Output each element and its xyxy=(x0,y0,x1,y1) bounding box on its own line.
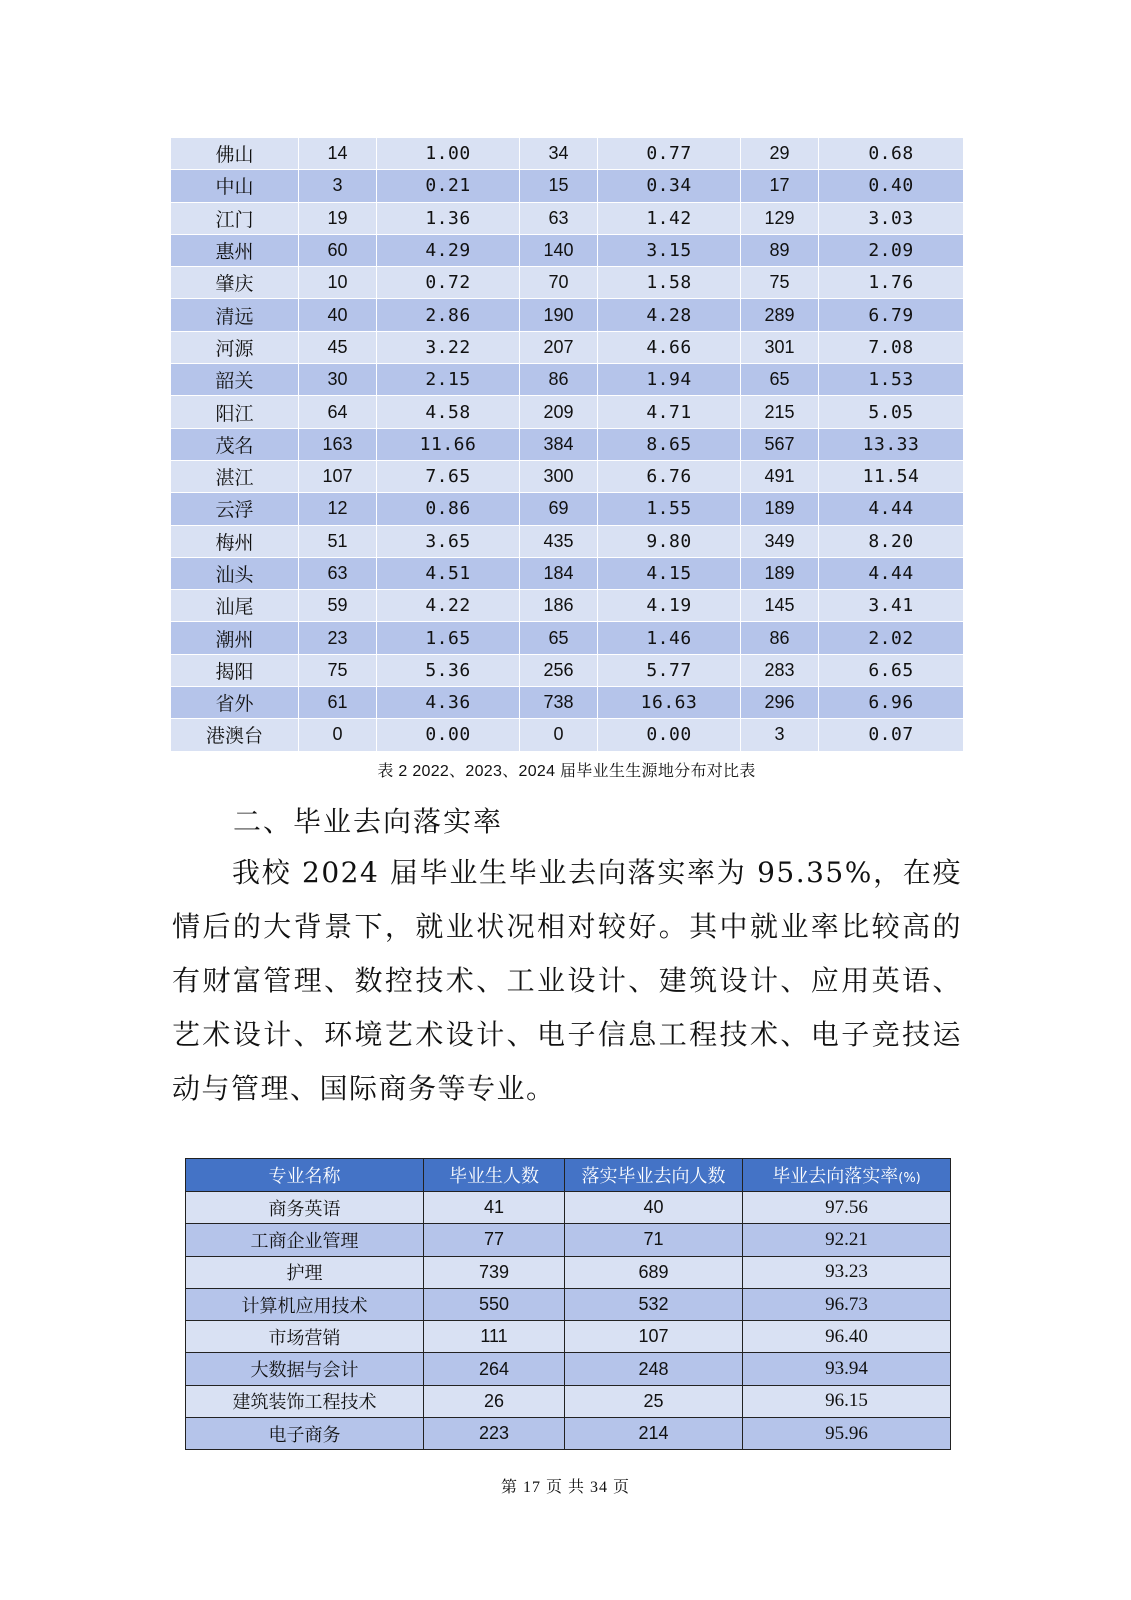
percent-2022-cell: 1.00 xyxy=(377,138,520,170)
count-2023-cell: 15 xyxy=(520,170,598,202)
table-row xyxy=(171,719,964,751)
percent-2024-cell: 1.76 xyxy=(819,267,964,299)
percent-2023-cell: 4.28 xyxy=(598,299,741,331)
count-2023-cell: 209 xyxy=(520,396,598,428)
table-row xyxy=(186,1256,951,1288)
rate-cell: 97.56 xyxy=(743,1192,951,1224)
count-2023-cell: 0 xyxy=(520,719,598,751)
header-rate-label: 毕业去向落实率 xyxy=(772,1166,899,1187)
region-cell: 省外 xyxy=(171,687,299,719)
region-cell: 江门 xyxy=(171,202,299,234)
percent-2024-cell: 13.33 xyxy=(819,428,964,460)
percent-2024-cell: 3.03 xyxy=(819,202,964,234)
table-row xyxy=(171,364,964,396)
graduates-cell: 264 xyxy=(424,1353,565,1385)
percent-2022-cell: 4.29 xyxy=(377,234,520,266)
count-2022-cell: 61 xyxy=(299,687,377,719)
table-row xyxy=(186,1321,951,1353)
count-2022-cell: 3 xyxy=(299,170,377,202)
table-row xyxy=(186,1224,951,1256)
percent-2024-cell: 8.20 xyxy=(819,525,964,557)
percent-2023-cell: 3.15 xyxy=(598,234,741,266)
percent-2023-cell: 4.66 xyxy=(598,331,741,363)
rate-cell: 93.94 xyxy=(743,1353,951,1385)
header-major: 专业名称 xyxy=(186,1159,424,1192)
percent-2023-cell: 4.19 xyxy=(598,590,741,622)
count-2024-cell: 301 xyxy=(741,331,819,363)
table-caption: 表 2 2022、2023、2024 届毕业生生源地分布对比表 xyxy=(377,763,756,780)
placed-cell: 25 xyxy=(565,1385,743,1417)
count-2024-cell: 189 xyxy=(741,557,819,589)
percent-2023-cell: 9.80 xyxy=(598,525,741,557)
percent-2023-cell: 8.65 xyxy=(598,428,741,460)
region-cell: 清远 xyxy=(171,299,299,331)
major-cell: 市场营销 xyxy=(186,1321,424,1353)
percent-2022-cell: 4.22 xyxy=(377,590,520,622)
percent-2022-cell: 0.00 xyxy=(377,719,520,751)
count-2023-cell: 190 xyxy=(520,299,598,331)
count-2023-cell: 140 xyxy=(520,234,598,266)
percent-2023-cell: 5.77 xyxy=(598,654,741,686)
graduates-cell: 77 xyxy=(424,1224,565,1256)
table-row xyxy=(186,1288,951,1320)
placed-cell: 40 xyxy=(565,1192,743,1224)
placed-cell: 532 xyxy=(565,1288,743,1320)
percent-2023-cell: 4.15 xyxy=(598,557,741,589)
table-header-row xyxy=(186,1159,951,1192)
rate-cell: 96.15 xyxy=(743,1385,951,1417)
source-distribution-table xyxy=(170,138,964,752)
table-row xyxy=(171,396,964,428)
count-2022-cell: 107 xyxy=(299,460,377,492)
major-cell: 商务英语 xyxy=(186,1192,424,1224)
count-2023-cell: 738 xyxy=(520,687,598,719)
count-2023-cell: 69 xyxy=(520,493,598,525)
percent-2022-cell: 11.66 xyxy=(377,428,520,460)
table-row xyxy=(171,299,964,331)
graduates-cell: 550 xyxy=(424,1288,565,1320)
percent-2024-cell: 6.79 xyxy=(819,299,964,331)
count-2022-cell: 163 xyxy=(299,428,377,460)
table-row xyxy=(171,654,964,686)
graduates-cell: 111 xyxy=(424,1321,565,1353)
region-cell: 揭阳 xyxy=(171,654,299,686)
region-cell: 潮州 xyxy=(171,622,299,654)
table-row xyxy=(171,234,964,266)
percent-2024-cell: 11.54 xyxy=(819,460,964,492)
table-row xyxy=(171,557,964,589)
major-cell: 计算机应用技术 xyxy=(186,1288,424,1320)
percent-2022-cell: 3.65 xyxy=(377,525,520,557)
table-row xyxy=(171,138,964,170)
table-row xyxy=(171,428,964,460)
major-cell: 建筑装饰工程技术 xyxy=(186,1385,424,1417)
rate-cell: 96.73 xyxy=(743,1288,951,1320)
count-2024-cell: 296 xyxy=(741,687,819,719)
rate-cell: 96.40 xyxy=(743,1321,951,1353)
region-cell: 阳江 xyxy=(171,396,299,428)
count-2022-cell: 23 xyxy=(299,622,377,654)
region-cell: 汕尾 xyxy=(171,590,299,622)
count-2024-cell: 289 xyxy=(741,299,819,331)
count-2023-cell: 184 xyxy=(520,557,598,589)
table-row xyxy=(171,331,964,363)
count-2023-cell: 70 xyxy=(520,267,598,299)
count-2024-cell: 89 xyxy=(741,234,819,266)
count-2023-cell: 435 xyxy=(520,525,598,557)
percent-2024-cell: 5.05 xyxy=(819,396,964,428)
percent-2022-cell: 4.36 xyxy=(377,687,520,719)
placed-cell: 71 xyxy=(565,1224,743,1256)
percent-2023-cell: 0.34 xyxy=(598,170,741,202)
rate-cell: 92.21 xyxy=(743,1224,951,1256)
count-2024-cell: 349 xyxy=(741,525,819,557)
major-cell: 护理 xyxy=(186,1256,424,1288)
region-cell: 韶关 xyxy=(171,364,299,396)
header-rate xyxy=(743,1159,951,1192)
region-cell: 梅州 xyxy=(171,525,299,557)
percent-2024-cell: 1.53 xyxy=(819,364,964,396)
placed-cell: 689 xyxy=(565,1256,743,1288)
percent-2024-cell: 3.41 xyxy=(819,590,964,622)
rate-cell: 95.96 xyxy=(743,1418,951,1450)
region-cell: 港澳台 xyxy=(171,719,299,751)
count-2024-cell: 189 xyxy=(741,493,819,525)
count-2022-cell: 51 xyxy=(299,525,377,557)
count-2023-cell: 384 xyxy=(520,428,598,460)
percent-2022-cell: 0.21 xyxy=(377,170,520,202)
section-paragraph: 我校 2024 届毕业生毕业去向落实率为 95.35%，在疫情后的大背景下，就业状况相对较好。其中就业率比较高的有财富管理、数控技术、工业设计、建筑设计、应用英语、艺术设计、环境艺术设计、电子信息工程技术、电子竞技运动与管理、国际商务等专业。 xyxy=(172,856,962,1105)
percent-2022-cell: 2.15 xyxy=(377,364,520,396)
percent-2024-cell: 0.68 xyxy=(819,138,964,170)
table-row xyxy=(171,267,964,299)
rate-cell: 93.23 xyxy=(743,1256,951,1288)
percent-2023-cell: 6.76 xyxy=(598,460,741,492)
count-2022-cell: 10 xyxy=(299,267,377,299)
percent-2024-cell: 2.02 xyxy=(819,622,964,654)
percent-2023-cell: 1.94 xyxy=(598,364,741,396)
count-2024-cell: 65 xyxy=(741,364,819,396)
count-2024-cell: 283 xyxy=(741,654,819,686)
region-cell: 汕头 xyxy=(171,557,299,589)
count-2023-cell: 300 xyxy=(520,460,598,492)
percent-2022-cell: 1.36 xyxy=(377,202,520,234)
count-2022-cell: 60 xyxy=(299,234,377,266)
placed-cell: 214 xyxy=(565,1418,743,1450)
region-cell: 云浮 xyxy=(171,493,299,525)
region-cell: 惠州 xyxy=(171,234,299,266)
percent-2023-cell: 0.00 xyxy=(598,719,741,751)
region-cell: 中山 xyxy=(171,170,299,202)
percent-2024-cell: 6.65 xyxy=(819,654,964,686)
table-row xyxy=(171,687,964,719)
count-2024-cell: 75 xyxy=(741,267,819,299)
count-2022-cell: 59 xyxy=(299,590,377,622)
graduates-cell: 26 xyxy=(424,1385,565,1417)
table-row xyxy=(171,460,964,492)
placement-rate-table xyxy=(185,1158,951,1450)
percent-2024-cell: 0.07 xyxy=(819,719,964,751)
count-2022-cell: 12 xyxy=(299,493,377,525)
count-2024-cell: 17 xyxy=(741,170,819,202)
percent-2023-cell: 0.77 xyxy=(598,138,741,170)
table-row xyxy=(171,493,964,525)
graduates-cell: 41 xyxy=(424,1192,565,1224)
percent-2022-cell: 4.58 xyxy=(377,396,520,428)
table-row xyxy=(171,525,964,557)
count-2024-cell: 86 xyxy=(741,622,819,654)
page-number: 第 17 页 共 34 页 xyxy=(500,1479,630,1496)
header-placed: 落实毕业去向人数 xyxy=(565,1159,743,1192)
percent-2024-cell: 7.08 xyxy=(819,331,964,363)
region-cell: 佛山 xyxy=(171,138,299,170)
count-2024-cell: 215 xyxy=(741,396,819,428)
major-cell: 工商企业管理 xyxy=(186,1224,424,1256)
percent-2022-cell: 1.65 xyxy=(377,622,520,654)
count-2024-cell: 3 xyxy=(741,719,819,751)
percent-2023-cell: 1.46 xyxy=(598,622,741,654)
count-2022-cell: 75 xyxy=(299,654,377,686)
count-2023-cell: 63 xyxy=(520,202,598,234)
percent-2023-cell: 1.55 xyxy=(598,493,741,525)
region-cell: 茂名 xyxy=(171,428,299,460)
percent-2024-cell: 2.09 xyxy=(819,234,964,266)
percent-2024-cell: 4.44 xyxy=(819,557,964,589)
table-row xyxy=(171,202,964,234)
percent-2022-cell: 5.36 xyxy=(377,654,520,686)
count-2024-cell: 567 xyxy=(741,428,819,460)
percent-2022-cell: 7.65 xyxy=(377,460,520,492)
table-row xyxy=(171,590,964,622)
section-heading: 二、毕业去向落实率 xyxy=(233,805,504,838)
count-2022-cell: 64 xyxy=(299,396,377,428)
table-row xyxy=(171,170,964,202)
table-row xyxy=(186,1385,951,1417)
percent-2024-cell: 0.40 xyxy=(819,170,964,202)
count-2022-cell: 30 xyxy=(299,364,377,396)
percent-2023-cell: 1.42 xyxy=(598,202,741,234)
graduates-cell: 223 xyxy=(424,1418,565,1450)
percent-2023-cell: 1.58 xyxy=(598,267,741,299)
percent-2022-cell: 0.72 xyxy=(377,267,520,299)
percent-2024-cell: 6.96 xyxy=(819,687,964,719)
percent-2024-cell: 4.44 xyxy=(819,493,964,525)
count-2022-cell: 63 xyxy=(299,557,377,589)
placed-cell: 107 xyxy=(565,1321,743,1353)
count-2022-cell: 19 xyxy=(299,202,377,234)
table-row xyxy=(186,1192,951,1224)
percent-2022-cell: 0.86 xyxy=(377,493,520,525)
count-2022-cell: 40 xyxy=(299,299,377,331)
count-2024-cell: 129 xyxy=(741,202,819,234)
count-2024-cell: 29 xyxy=(741,138,819,170)
placed-cell: 248 xyxy=(565,1353,743,1385)
count-2023-cell: 86 xyxy=(520,364,598,396)
count-2022-cell: 0 xyxy=(299,719,377,751)
count-2023-cell: 186 xyxy=(520,590,598,622)
major-cell: 电子商务 xyxy=(186,1418,424,1450)
count-2024-cell: 491 xyxy=(741,460,819,492)
header-graduates: 毕业生人数 xyxy=(424,1159,565,1192)
count-2023-cell: 34 xyxy=(520,138,598,170)
count-2023-cell: 65 xyxy=(520,622,598,654)
table-row xyxy=(186,1353,951,1385)
region-cell: 湛江 xyxy=(171,460,299,492)
percent-2022-cell: 4.51 xyxy=(377,557,520,589)
percent-2023-cell: 4.71 xyxy=(598,396,741,428)
region-cell: 肇庆 xyxy=(171,267,299,299)
count-2022-cell: 14 xyxy=(299,138,377,170)
header-rate-unit: (%) xyxy=(898,1171,921,1186)
count-2024-cell: 145 xyxy=(741,590,819,622)
percent-2023-cell: 16.63 xyxy=(598,687,741,719)
percent-2022-cell: 3.22 xyxy=(377,331,520,363)
percent-2022-cell: 2.86 xyxy=(377,299,520,331)
count-2023-cell: 256 xyxy=(520,654,598,686)
count-2023-cell: 207 xyxy=(520,331,598,363)
graduates-cell: 739 xyxy=(424,1256,565,1288)
table-row xyxy=(186,1418,951,1450)
table-row xyxy=(171,622,964,654)
region-cell: 河源 xyxy=(171,331,299,363)
major-cell: 大数据与会计 xyxy=(186,1353,424,1385)
count-2022-cell: 45 xyxy=(299,331,377,363)
